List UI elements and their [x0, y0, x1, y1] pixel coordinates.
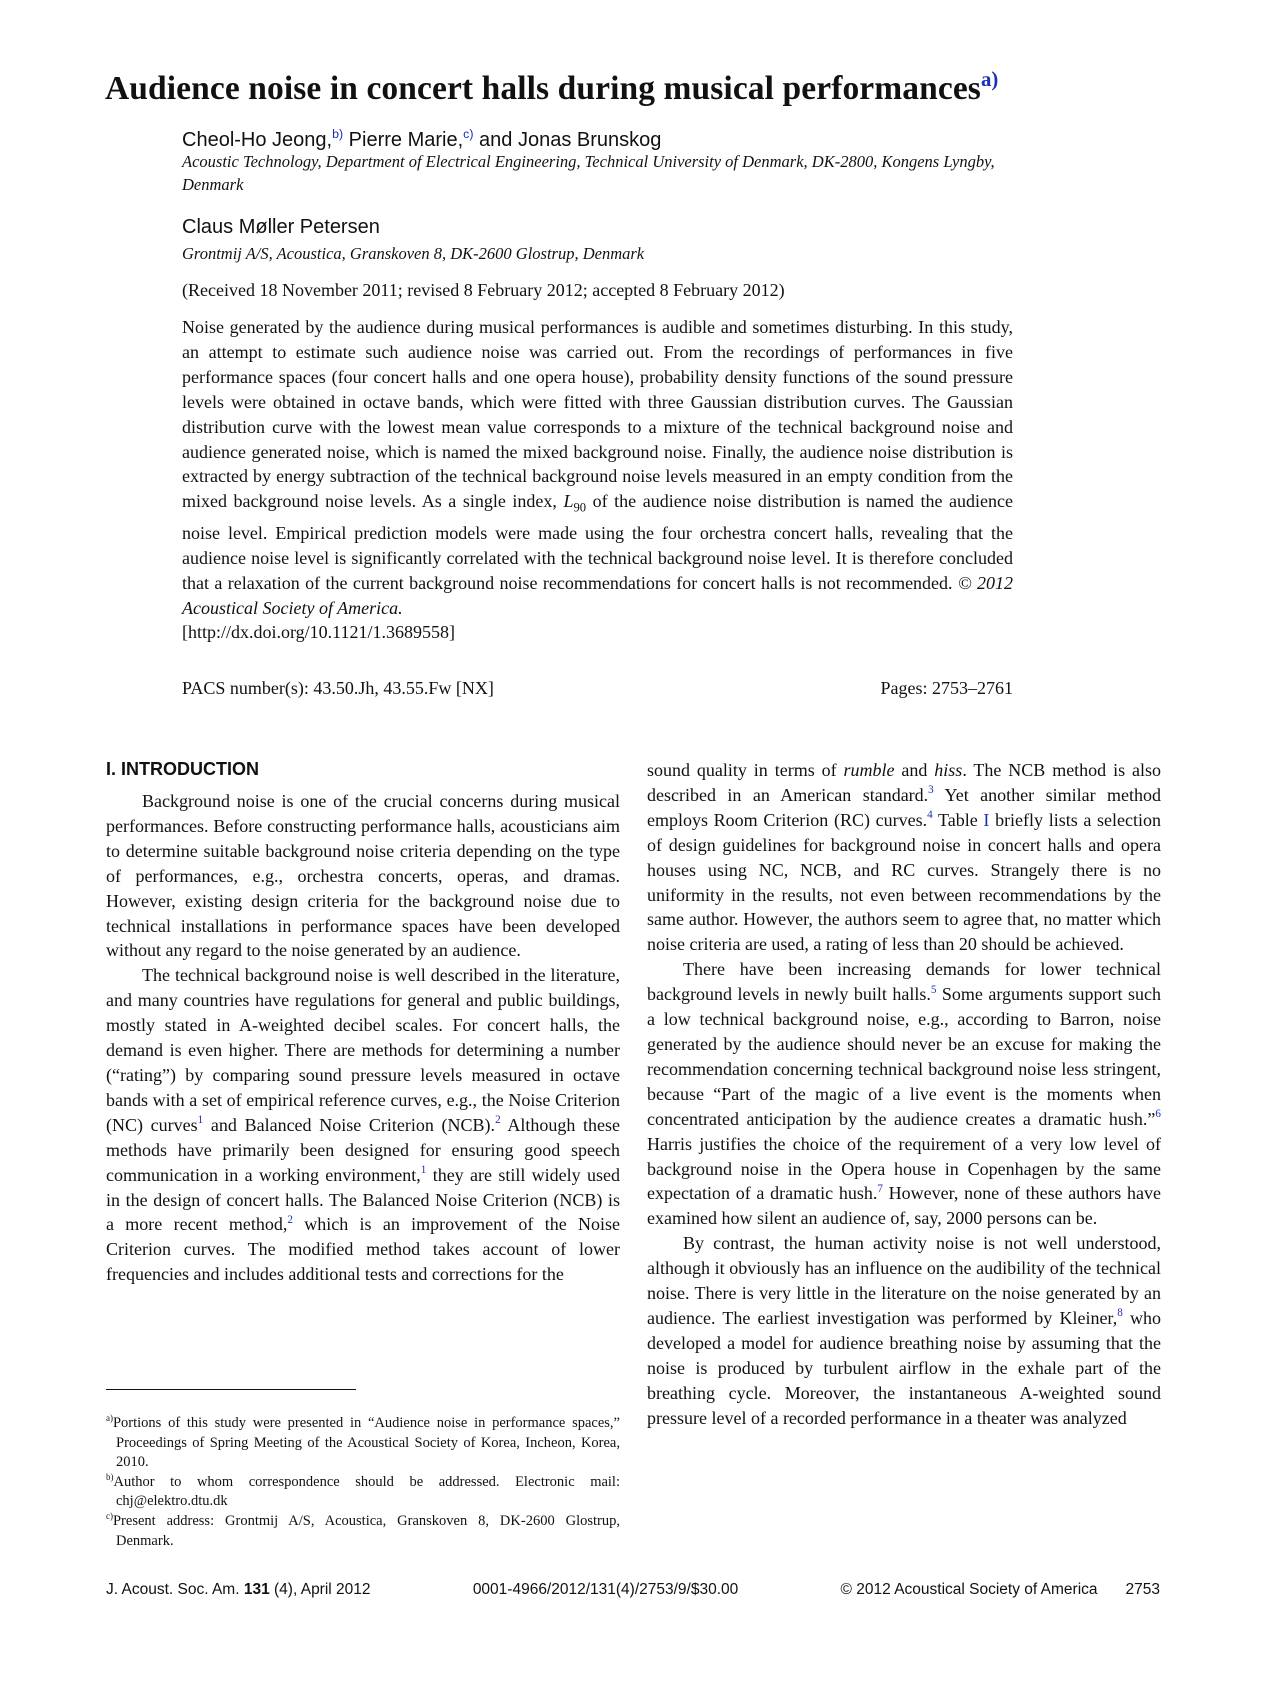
reference-link[interactable]: 8 [1117, 1307, 1123, 1320]
footer-copyright: © 2012 Acoustical Society of America [840, 1581, 1098, 1598]
footnote [106, 1473, 620, 1512]
author-footnote-link[interactable]: b) [332, 126, 344, 141]
l90-subscript: 90 [573, 500, 587, 515]
affiliation-2: Grontmij A/S, Acoustica, Granskoven 8, DK-2600 Glostrup, Denmark [182, 244, 645, 263]
journal-citation [106, 1581, 371, 1599]
paragraph-text: Table [932, 809, 984, 830]
affiliation-1: Acoustic Technology, Department of Electrical Engineering, Technical University of Denmark, DK-2800, Kongens Lyngby, Denmark [182, 152, 995, 194]
footnote [106, 1414, 620, 1473]
footnote-rule [106, 1389, 356, 1390]
paragraph-text: Yet another similar method employs Room Criterion (RC) curves. [647, 784, 1161, 830]
reference-link[interactable]: 6 [1155, 1108, 1161, 1121]
footnote-marker: c) [106, 1510, 113, 1521]
paragraph [647, 758, 1161, 957]
abstract-copyright: © 2012 Acoustical Society of America. [182, 572, 1013, 618]
pacs-row [182, 678, 1013, 699]
author-line-2: Claus Møller Petersen [182, 216, 380, 238]
footnote-text: Author to whom correspondence should be addressed. Electronic mail: chj@elektro.dtu.dk [113, 1473, 620, 1510]
paragraph [647, 957, 1161, 1231]
paragraph-text: sound quality in terms of [647, 760, 844, 780]
paragraph-text: Although these methods have primarily been designed for ensuring good speech communication in a working environment, [106, 1114, 620, 1185]
footnotes [106, 1414, 620, 1551]
page-footer [106, 1581, 1160, 1599]
paragraph-text: and [894, 760, 935, 780]
paper-title [105, 67, 1205, 108]
reference-link[interactable]: 3 [928, 784, 934, 797]
reference-link[interactable]: 1 [197, 1114, 204, 1127]
paragraph-text: which is an improvement of the Noise Criterion curves. The modified method takes account of lower frequencies and includes additional tests and corrections for the [106, 1214, 620, 1285]
author-name: Pierre Marie, [343, 129, 464, 151]
reference-link[interactable]: 1 [420, 1164, 427, 1177]
abstract-text: of the audience noise distribution is named the audience noise level. Empirical prediction models were made using the four orchestra concert halls, revealing that the audience noise level is significantly correlated with the technical background noise level. It is therefore concluded that a relaxation of the current background noise recommendations for concert halls is not recommended. [182, 491, 1014, 593]
journal-name: J. Acoust. Soc. Am. [106, 1581, 244, 1598]
paragraph-text: By contrast, the human activity noise is not well understood, although it obviously has an influence on the audibility of the technical noise. There is very little in the literature on the noise generated by an audience. The earliest investigation was performed by Kleiner, [647, 1233, 1161, 1328]
paragraph-text: However, none of these authors have examined how silent an audience of, say, 2000 persons can be. [647, 1183, 1161, 1229]
paragraph-text: Harris justifies the choice of the requirement of a very low level of background noise in the Opera house in Copenhagen by the same expectation of a dramatic hush. [647, 1133, 1161, 1204]
paragraph-text: The technical background noise is well described in the literature, and many countries have regulations for general and public buildings, mostly stated in A-weighted decibel scales. For concert halls, the demand is even higher. There are methods for determining a number (“rating”) by comparing sound pressure levels measured in octave bands with a set of empirical reference curves, e.g., the Noise Criterion (NC) curves [106, 965, 620, 1135]
right-column [647, 758, 1161, 1430]
emphasis: rumble [843, 760, 895, 780]
footnote-marker: a) [106, 1412, 113, 1423]
footer-right [841, 1581, 1160, 1599]
paragraph [647, 1231, 1161, 1430]
journal-volume: 131 [243, 1581, 270, 1598]
author-name: Cheol-Ho Jeong, [182, 129, 333, 151]
paragraph: Background noise is one of the crucial concerns during musical performances. Before constructing performance halls, acousticians aim to determine suitable background noise criteria depending on the type of performances, e.g., orchestra concerts, operas, and dramas. However, existing design criteria for the background noise due to technical installations in performance spaces have been developed without any regard to the noise generated by an audience. [106, 791, 620, 961]
title-footnote-link[interactable]: a) [980, 67, 999, 91]
footnote-text: Portions of this study were presented in “Audience noise in performance spaces,” Proceedings of Spring Meeting of the Acoustical Society of Korea, Incheon, Korea, 2010. [112, 1415, 620, 1471]
reference-link[interactable]: 2 [287, 1213, 293, 1226]
footnote-marker: b) [106, 1471, 114, 1482]
author-footnote-link[interactable]: c) [463, 126, 474, 141]
paragraph-text: . The NCB method is also described in an American standard. [647, 760, 1161, 805]
article-code: 0001-4966/2012/131(4)/2753/9/$30.00 [472, 1581, 739, 1598]
doi-link[interactable]: [http://dx.doi.org/10.1121/1.3689558] [182, 622, 455, 643]
abstract-text: Noise generated by the audience during musical performances is audible and sometimes disturbing. In this study, an attempt to estimate such audience noise was carried out. From the recordings of performances in five performance spaces (four concert halls and one opera house), probability density functions of the sound pressure levels were obtained in octave bands, which were fitted with three Gaussian distribution curves. The Gaussian distribution curve with the lowest mean value corresponds to a mixture of the technical background noise and audience generated noise, which is named the mixed background noise. Finally, the audience noise distribution is extracted by energy subtraction of the technical background noise levels measured in an empty condition from the mixed background noise levels. As a single index, [182, 317, 1013, 512]
footnote [106, 1512, 620, 1551]
author-line-1 [182, 126, 662, 152]
reference-link[interactable]: 4 [927, 809, 933, 822]
author-name: and Jonas Brunskog [473, 129, 662, 151]
title-text: Audience noise in concert halls during musical performances [105, 70, 981, 107]
pacs-numbers: PACS number(s): 43.50.Jh, 43.55.Fw [NX] [182, 678, 494, 698]
emphasis: hiss [934, 760, 963, 780]
received-dates: (Received 18 November 2011; revised 8 February 2012; accepted 8 February 2012) [182, 280, 785, 300]
paragraph-text: Some arguments support such a low technical background noise, e.g., according to Barron, noise generated by the audience should never be an excuse for making the recommendation concerning technical background noise less stringent, because “Part of the magic of a live event is the moments when concentrated anticipation by the audience creates a dramatic hush.” [647, 984, 1161, 1129]
paragraph [106, 963, 620, 1287]
paragraph-text: who developed a model for audience breathing noise by assuming that the noise is produced by turbulent airflow in the exhale part of the breathing cycle. Moreover, the instantaneous A-weighted sound pressure level of a recorded performance in a theater was analyzed [647, 1307, 1161, 1428]
reference-link[interactable]: 5 [930, 983, 937, 996]
reference-link[interactable]: 2 [495, 1114, 501, 1127]
abstract [182, 315, 1013, 645]
page-range: Pages: 2753–2761 [880, 678, 1013, 698]
page-number: 2753 [1125, 1581, 1160, 1598]
reference-link[interactable]: 7 [877, 1182, 883, 1195]
paragraph-text: they are still widely used in the design of concert halls. The Balanced Noise Criterion (NCB) is a more recent method, [106, 1164, 620, 1235]
journal-issue: (4), April 2012 [269, 1581, 371, 1598]
section-heading: I. INTRODUCTION [106, 759, 259, 779]
paragraph-text: briefly lists a selection of design guidelines for background noise in concert halls and opera houses using NC, NCB, and RC curves. Strangely there is no uniformity in the results, not even between recommendations by the same author. However, the authors seem to agree that, no matter which noise criteria are used, a rating of less than 20 should be achieved. [647, 809, 1161, 955]
l90-symbol: L [563, 491, 574, 512]
paragraph-text: and Balanced Noise Criterion (NCB). [203, 1114, 496, 1135]
footnote-text: Present address: Grontmij A/S, Acoustica, Granskoven 8, DK-2600 Glostrup, Denmark. [112, 1512, 620, 1549]
table-link[interactable]: I [983, 809, 990, 830]
left-column [106, 789, 620, 1287]
paragraph-text: There have been increasing demands for lower technical background levels in newly built halls. [647, 959, 1161, 1005]
